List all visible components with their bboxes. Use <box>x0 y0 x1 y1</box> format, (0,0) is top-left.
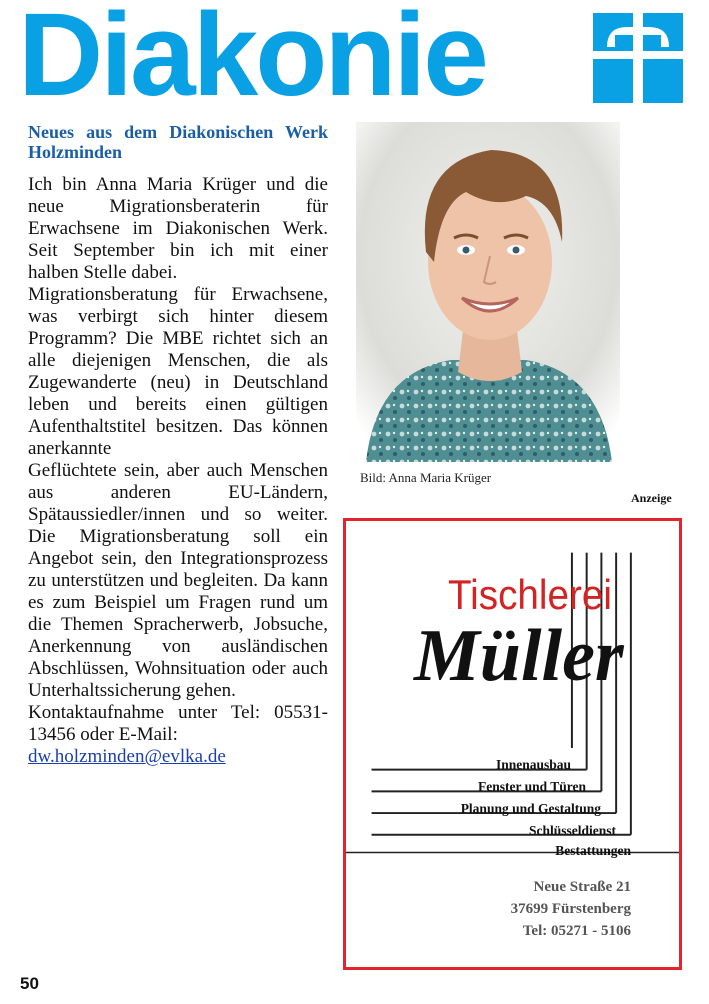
article-paragraph: Migrationsberatung für Erwachsene, was verbirgt sich hinter diesem Programm? Die MBE richtet sich an alle diejenigen Menschen, die als Zugewanderte (neu) in Deutschland leben und bereits einen gültigen Aufenthaltstitel besitzen. Das können anerkannte <box>28 284 328 459</box>
brand-logo-text: Diakonie <box>18 0 486 121</box>
ad-service: Fenster und Türen <box>477 779 586 794</box>
article-paragraph: Geflüchtete sein, aber auch Menschen aus anderen EU-Ländern, Spätaussiedler/innen und so weiter. Die Migrationsberatung soll ein Angebot sein, den Integrationsprozess zu unterstützen und begleiten. Da kann es zum Beispiel um Fragen rund um die Themen Spracherwerb, Jobsuche, Anerkennung von ausländischen Abschlüssen, Wohnsituation oder auch Unterhaltssicherung gehen. <box>28 460 328 701</box>
ad-address-street: Neue Straße 21 <box>533 879 631 895</box>
advertisement <box>343 518 682 970</box>
article-paragraph: Ich bin Anna Maria Krüger und die neue Migrationsberaterin für Erwachsene im Diakonischen Werk. Seit September bin ich mit einer halben Stelle dabei. <box>28 174 328 283</box>
ad-service: Schlüsseldienst <box>528 823 616 838</box>
ad-label: Anzeige <box>631 491 672 505</box>
photo-caption: Bild: Anna Maria Krüger <box>360 470 492 485</box>
ad-service: Planung und Gestaltung <box>460 801 601 816</box>
ad-service: Innenausbau <box>495 757 571 772</box>
diakonie-cross-icon <box>593 13 683 103</box>
email-link[interactable]: dw.holzminden@evlka.de <box>28 746 226 767</box>
ad-company-line2: Müller <box>414 615 624 697</box>
article-headline: Neues aus dem Diakonischen Werk Holzminden <box>28 122 328 162</box>
portrait-photo <box>356 122 620 462</box>
ad-address-city: 37699 Fürstenberg <box>510 901 631 917</box>
ad-company-line1: Tischlerei <box>448 571 612 618</box>
page-number: 50 <box>20 974 39 993</box>
ad-service: Bestattungen <box>555 843 631 858</box>
article-paragraph: Kontaktaufnahme unter Tel: 05531-13456 oder E-Mail: <box>28 702 328 745</box>
ad-phone: Tel: 05271 - 5106 <box>522 923 631 939</box>
article <box>28 122 328 768</box>
article-body <box>28 174 328 768</box>
